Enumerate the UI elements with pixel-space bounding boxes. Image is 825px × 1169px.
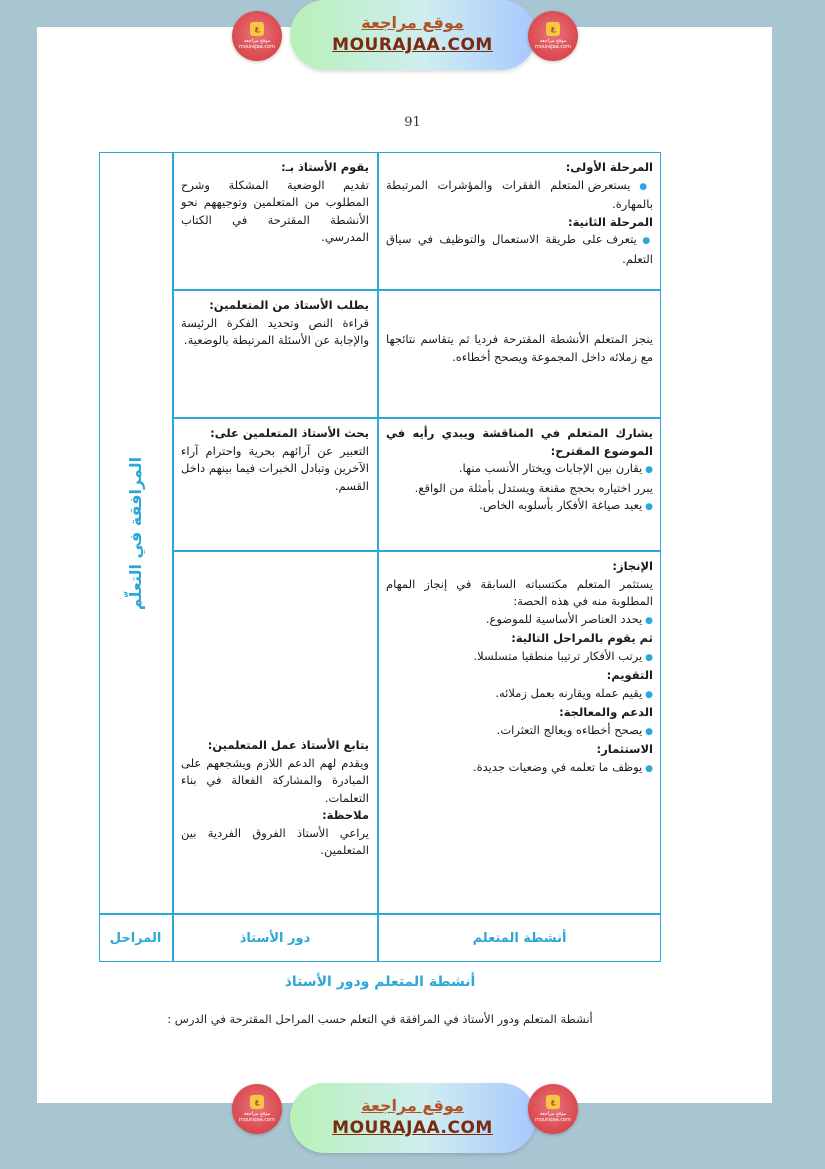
cell-heading: الإنجاز: [612,559,653,573]
cell-text: ينجز المتعلم الأنشطة المقترحة فرديا ثم يتقاسم نتائجها مع زملائه داخل المجموعة ويصحح أخطاءه. [386,332,653,364]
cell-heading: يطلب الأستاذ من المتعلمين: [209,298,369,312]
site-banner-top[interactable] [290,0,536,70]
logo-mark-icon: ع [546,1095,560,1109]
logo-text-ar: موقع مراجعة [539,38,567,44]
cell-heading: المرحلة الثانية: [568,214,653,229]
banner-title-en: MOURAJAA.COM [332,35,493,55]
cell-heading: الاستثمار: [596,742,653,756]
cell-text: يستثمر المتعلم مكتسباته السابقة في إنجاز المهام المطلوبة منه في هذه الحصة: [386,576,653,608]
cell-bullet: ● يعيد صياغة الأفكار بأسلوبه الخاص. [386,497,653,517]
cell-bullet: ● يقارن بين الإجابات ويختار الأنسب منها. [386,460,653,480]
cell-heading: ملاحظة: [322,808,369,822]
cell-teacher-row-1 [173,153,377,289]
cell-bullet: ● يستعرض المتعلم الفقرات والمؤشرات المرتبطة بالمهارة. [386,177,653,214]
cell-heading: التقويم: [606,668,653,682]
cell-heading: الدعم والمعالجة: [559,705,653,719]
cell-bullet: ● يرتب الأفكار ترتيبا منطقيا متسلسلا. [386,648,653,668]
logo-mark-icon: ع [250,1095,264,1109]
site-logo-right-top[interactable] [528,11,578,61]
cell-text: تقديم الوضعية المشكلة وشرح المطلوب من المتعلمين وتوجيههم نحو الأنشطة المقترحة في الكتاب المدرسي. [181,177,369,244]
cell-text: يراعي الأستاذ الفروق الفردية بين المتعلمين. [181,825,369,857]
banner-title-ar: موقع مراجعة [361,13,464,32]
footer-learner-activities: أنشطة المتعلم [472,931,567,946]
footer-stages: المراحل [109,931,162,946]
logo-mark-icon: ع [546,22,560,36]
cell-learner-row-3 [378,419,661,550]
caption-note: أنشطة المتعلم ودور الأستاذ في المرافقة في التعلم حسب المراحل المقترحة في الدرس : [167,1012,593,1026]
cell-learner-row-4 [378,552,661,913]
banner-title-en: MOURAJAA.COM [332,1118,493,1138]
side-label-text: المرافقة في التعلّم [126,456,146,610]
cell-bullet: ● يحدد العناصر الأساسية للموضوع. [386,611,653,631]
cell-bullet: ● يصحح أخطاءه ويعالج التعثرات. [386,722,653,742]
cell-teacher-row-3 [173,419,377,550]
cell-heading: يتابع الأستاذ عمل المتعلمين: [207,738,369,752]
logo-text-ar: موقع مراجعة [243,1111,271,1117]
cell-text: ويقدم لهم الدعم اللازم ويشجعهم على المبادرة والمشاركة الفعالة في بناء التعلمات. [181,755,369,805]
side-label [99,152,172,914]
cell-heading: المرحلة الأولى: [565,160,653,174]
cell-text: قراءة النص وتحديد الفكرة الرئيسة والإجابة عن الأسئلة المرتبطة بالوضعية. [181,315,369,347]
cell-heading: ثم يقوم بالمراحل التالية: [511,631,653,645]
cell-teacher-row-2 [173,291,377,417]
cell-heading: يشارك المتعلم في المناقشة ويبدي رأيه في الموضوع المقترح: [386,426,653,458]
logo-mark-icon: ع [250,22,264,36]
site-banner-bottom[interactable] [290,1083,536,1153]
logo-text-en: mourajaa.com [238,44,275,50]
cell-bullet: ● يتعرف على طريقة الاستعمال والتوظيف في سياق التعلم. [386,231,653,268]
banner-title-ar: موقع مراجعة [361,1096,464,1115]
caption-title: أنشطة المتعلم ودور الأستاذ [284,974,476,990]
logo-text-ar: موقع مراجعة [243,38,271,44]
footer-teacher-role: دور الأستاذ [239,931,311,946]
cell-text: التعبير عن آرائهم بحرية واحترام آراء الآخرين وتبادل الخبرات فيما بينهم داخل القسم. [181,443,369,493]
cell-bullet: ● يوظف ما تعلمه في وضعيات جديدة. [386,759,653,779]
site-logo-right-bottom[interactable] [528,1084,578,1134]
page-number: 91 [404,115,421,130]
cell-heading: يحث الأستاذ المتعلمين على: [210,426,369,440]
logo-text-ar: موقع مراجعة [539,1111,567,1117]
cell-learner-row-1 [378,153,661,289]
cell-heading: يقوم الأستاذ بـ: [281,160,369,174]
logo-text-en: mourajaa.com [534,44,571,50]
site-logo-left-bottom[interactable] [232,1084,282,1134]
cell-learner-row-2 [378,291,661,417]
logo-text-en: mourajaa.com [534,1117,571,1123]
logo-text-en: mourajaa.com [238,1117,275,1123]
cell-bullet: ● يقيم عمله ويقارنه بعمل زملائه. [386,685,653,705]
cell-teacher-row-4 [173,552,377,913]
cell-text: يبرر اختياره بحجج مقنعة ويستدل بأمثلة من الواقع. [414,480,653,495]
site-logo-left-top[interactable] [232,11,282,61]
